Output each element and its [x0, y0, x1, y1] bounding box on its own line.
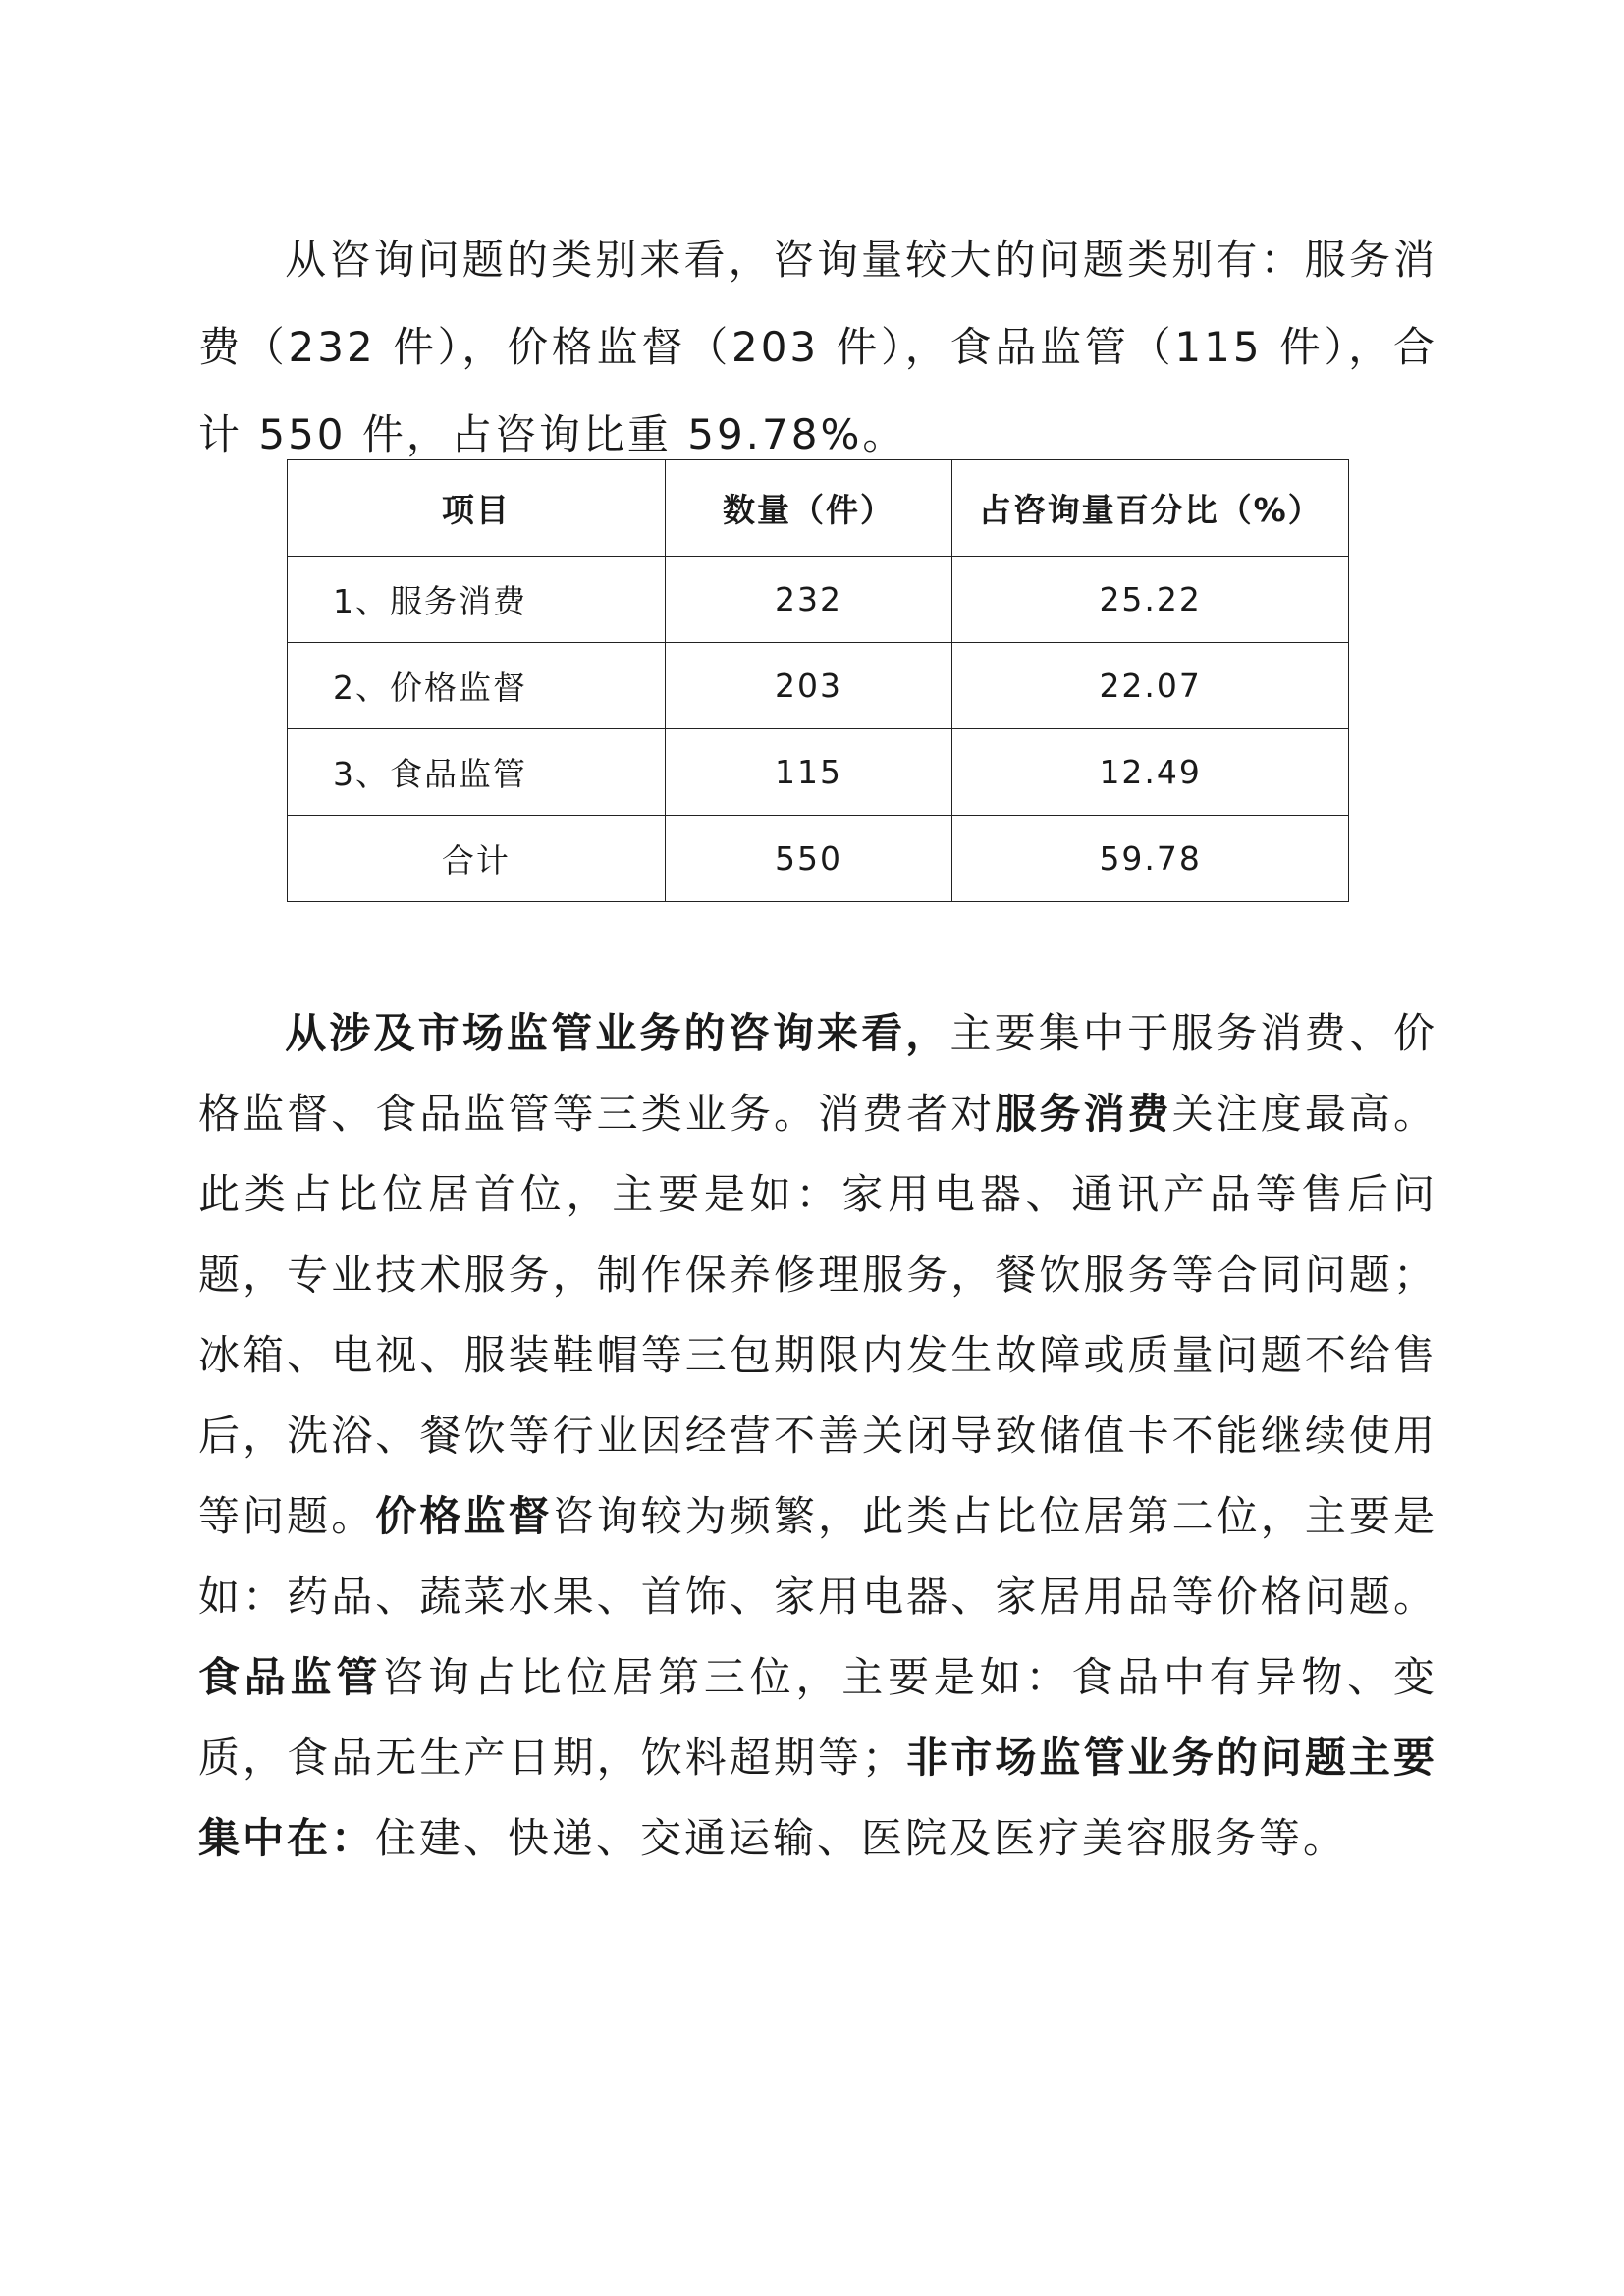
highlight-food-regulation: 食品监管: [198, 1653, 383, 1701]
analysis-text-3: 咨询较为频繁，此类占比位居第二位，主要是如：药品、蔬菜水果、首饰、家用电器、家居用品等价格问题。: [198, 1492, 1437, 1621]
intro-text: 从咨询问题的类别来看，咨询量较大的问题类别有：服务消费（232 件），价格监督（203 件），食品监管（115 件），合计 550 件，占咨询比重 59.78%。: [198, 236, 1437, 458]
analysis-text-4: 咨询占比位居第三位，主要是如：食品中有异物、变质，食品无生产日期，饮料超期等；: [198, 1653, 1437, 1782]
analysis-lead: 从涉及市场监管业务的咨询来看，: [285, 1009, 950, 1057]
header-percent: 占咨询量百分比（%）: [952, 460, 1349, 557]
table-total-row: [288, 816, 1349, 902]
header-count: 数量（件）: [665, 460, 952, 557]
table-header-row: [288, 460, 1349, 557]
row-item: 2、价格监督: [288, 643, 666, 729]
highlight-non-market-issues: 非市场监管业务的问题主要集中在：: [198, 1734, 1437, 1862]
row-count: 115: [665, 729, 952, 816]
table-row: [288, 557, 1349, 643]
row-item: 3、食品监管: [288, 729, 666, 816]
total-count: 550: [665, 816, 952, 902]
analysis-text-5: 住建、快递、交通运输、医院及医疗美容服务等。: [375, 1814, 1348, 1862]
analysis-text-1: 主要集中于服务消费、价格监督、食品监管等三类业务。消费者对: [198, 1009, 1437, 1138]
analysis-text-2: 关注度最高。此类占比位居首位，主要是如：家用电器、通讯产品等售后问题，专业技术服务，制作保养修理服务，餐饮服务等合同问题；冰箱、电视、服装鞋帽等三包期限内发生故障或质量问题不给售后，洗浴、餐饮等行业因经营不善关闭导致储值卡不能继续使用等问题。: [198, 1090, 1437, 1540]
row-percent: 25.22: [952, 557, 1349, 643]
table-row: [288, 729, 1349, 816]
analysis-paragraph: [198, 993, 1437, 1879]
total-label: 合计: [288, 816, 666, 902]
row-percent: 22.07: [952, 643, 1349, 729]
highlight-price-supervision: 价格监督: [375, 1492, 553, 1540]
row-count: 203: [665, 643, 952, 729]
row-percent: 12.49: [952, 729, 1349, 816]
header-item: 项目: [288, 460, 666, 557]
total-percent: 59.78: [952, 816, 1349, 902]
row-count: 232: [665, 557, 952, 643]
row-item: 1、服务消费: [288, 557, 666, 643]
highlight-service-consumption: 服务消费: [995, 1090, 1172, 1138]
consultation-category-table: [287, 459, 1349, 902]
table-row: [288, 643, 1349, 729]
intro-paragraph: [198, 216, 1437, 478]
